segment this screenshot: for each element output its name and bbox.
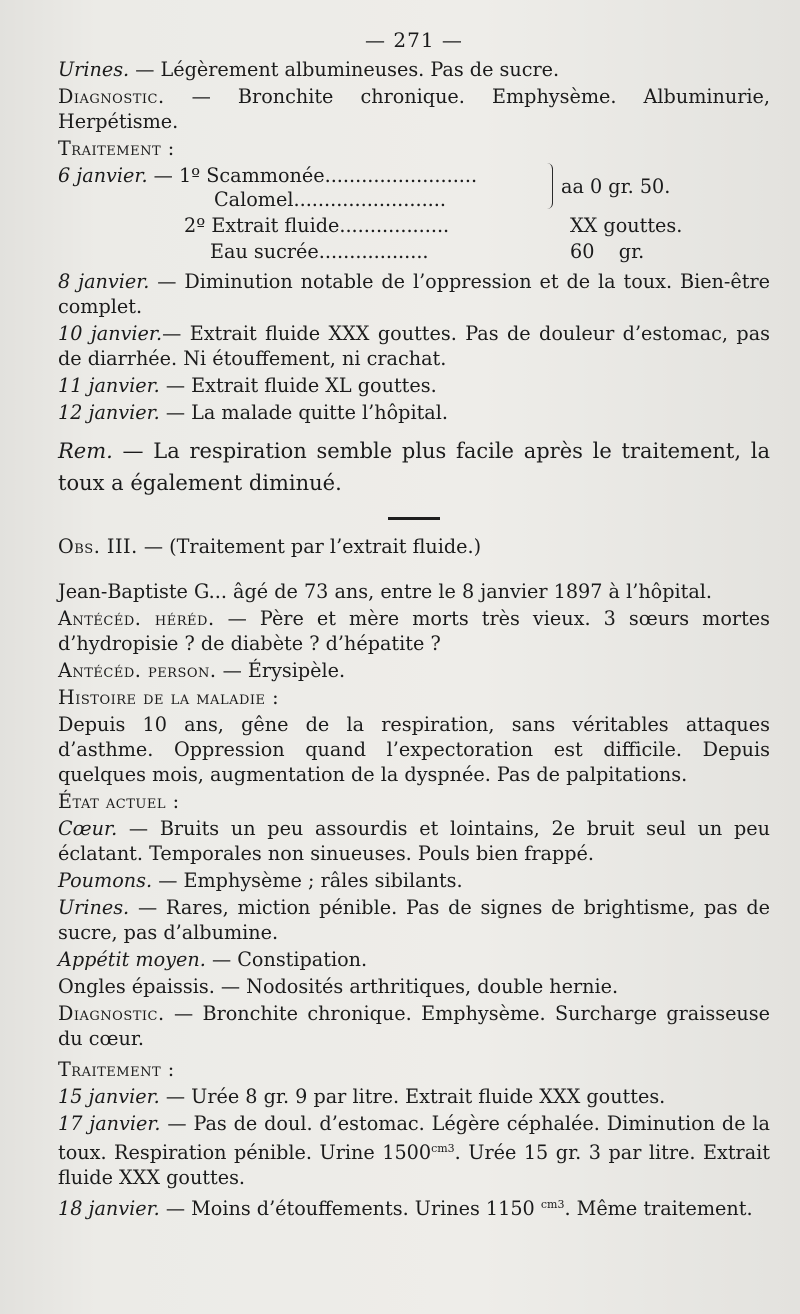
prescription-dose-1: aa 0 gr. 50. (561, 175, 671, 198)
date-12-janvier: 12 janvier. (58, 401, 160, 424)
date-18-janvier: 18 janvier. (58, 1197, 160, 1220)
prescription-item-3: Eau sucrée (210, 240, 319, 263)
prescription-item-1b: Calomel (214, 188, 294, 211)
date-10-janvier: 10 janvier. (58, 322, 163, 345)
text-8-janvier: — Diminution notable de l’oppression et de la toux. Bien-être complet. (58, 270, 770, 318)
text-10-janvier: — Extrait fluide XXX gouttes. Pas de douleur d’estomac, pas de diarrhée. Ni étouffement, ni crachat. (58, 322, 770, 370)
page-number: — 271 — (365, 28, 463, 52)
prescription-date: 6 janvier. (58, 164, 148, 187)
prescription-dose-3: 60 gr. (570, 240, 645, 263)
prescription-dose-2: XX gouttes. (570, 214, 683, 237)
diagnostic-label-2: Diagnostic. (58, 1002, 165, 1025)
text-11-janvier: — Extrait fluide XL gouttes. (159, 374, 437, 397)
diagnostic-text-1: — Bronchite chronique. Emphysème. Albuminurie, Herpétisme. (58, 85, 770, 133)
antecedents-personnels-text: — Érysipèle. (216, 659, 346, 682)
coeur-text: — Bruits un peu assourdis et lointains, 2e bruit seul un peu éclatant. Temporales non sinueuses. Pouls bien frappé. (58, 817, 770, 865)
traitement-heading-1: Traitement : (58, 137, 175, 160)
urines-text-1: — Légèrement albumineuses. Pas de sucre. (129, 58, 560, 81)
histoire-heading: Histoire de la maladie : (58, 686, 280, 709)
text-12-janvier: — La malade quitte l’hôpital. (159, 401, 448, 424)
urines-line-1 (58, 57, 770, 82)
observation-title: — (Traitement par l’extrait fluide.) (137, 535, 482, 558)
antecedents-hereditaires (58, 606, 770, 656)
poumons-line (58, 868, 770, 893)
antecedents-hereditaires-label: Antécéd. héréd. (58, 607, 215, 630)
prescription-dots-1: ......................... (324, 164, 478, 187)
section-divider (388, 517, 440, 520)
prescription-dots-3: .................. (318, 240, 429, 263)
urines-label-2: Urines. (58, 896, 130, 919)
entry-17-janvier (58, 1111, 770, 1190)
traitement-heading-2: Traitement : (58, 1058, 175, 1081)
prescription-dash: — (147, 164, 179, 187)
page-content (58, 28, 770, 1223)
diagnostic-line-2 (58, 1001, 770, 1051)
ongles-line: Ongles épaissis. — Nodosités arthritiques, double hernie. (58, 975, 619, 998)
coeur-line (58, 816, 770, 866)
entry-10-janvier (58, 321, 770, 371)
antecedents-personnels (58, 658, 770, 683)
diagnostic-line-1 (58, 84, 770, 134)
text-15-janvier: — Urée 8 gr. 9 par litre. Extrait fluide XXX gouttes. (159, 1085, 666, 1108)
prescription-row-2 (214, 187, 446, 212)
text-17-janvier-a: — Pas de doul. d’estomac. Légère céphalée. Diminution de la toux. Respiration pénible. Urine 1500 (58, 1112, 770, 1164)
antecedents-personnels-label: Antécéd. person. (58, 659, 217, 682)
diagnostic-label-1: Diagnostic. (58, 85, 165, 108)
date-17-janvier: 17 janvier. (58, 1112, 161, 1135)
prescription-row-4 (210, 239, 429, 264)
urines-line-2 (58, 895, 770, 945)
urines-label-1: Urines. (58, 58, 130, 81)
entry-11-janvier (58, 373, 770, 398)
entry-12-janvier (58, 400, 770, 425)
remark-text: — La respiration semble plus facile après le traitement, la toux a également diminué. (58, 439, 770, 495)
observation-heading (58, 534, 770, 559)
entry-8-janvier (58, 269, 770, 319)
diagnostic-text-2: — Bronchite chronique. Emphysème. Surcharge graisseuse du cœur. (58, 1002, 770, 1050)
date-15-janvier: 15 janvier. (58, 1085, 160, 1108)
appetit-text: — Constipation. (205, 948, 368, 971)
text-18-janvier-a: — Moins d’étouffements. Urines 1150 (159, 1197, 541, 1220)
prescription-dots-2: .................. (339, 214, 450, 237)
histoire-text: Depuis 10 ans, gêne de la respiration, sans véritables attaques d’asthme. Oppression quand l’expectoration est difficile. Depuis quelques mois, augmentation de la dyspnée. Pas de palpitations. (58, 713, 770, 786)
prescription-row-1 (58, 163, 477, 188)
etat-actuel-heading: État actuel : (58, 790, 180, 813)
prescription-item-2: 2º Extrait fluide (184, 214, 340, 237)
unit-cm3-17: cm3 (431, 1142, 455, 1155)
treatment-prescription (58, 163, 770, 267)
prescription-item-1: 1º Scammonée (178, 164, 325, 187)
antecedents-hereditaires-text: — Père et mère morts très vieux. 3 sœurs mortes d’hydropisie ? de diabète ? d’hépatite ? (58, 607, 771, 655)
unit-cm3-18: cm3 (540, 1198, 565, 1211)
appetit-line (58, 947, 770, 972)
remark-paragraph (58, 435, 770, 499)
remark-label: Rem. (58, 439, 113, 463)
prescription-dots-1b: ......................... (293, 188, 446, 211)
date-8-janvier: 8 janvier. (58, 270, 150, 293)
appetit-label: Appétit moyen. (58, 948, 206, 971)
text-18-janvier-b: . Même traitement. (564, 1197, 753, 1220)
entry-18-janvier (58, 1192, 770, 1221)
poumons-text: — Emphysème ; râles sibilants. (152, 869, 463, 892)
text-17-janvier-b: . Urée 15 gr. 3 par litre. Extrait fluide XXX gouttes. (58, 1141, 771, 1189)
coeur-label: Cœur. (58, 817, 118, 840)
patient-intro: Jean-Baptiste G... âgé de 73 ans, entre le 8 janvier 1897 à l’hôpital. (58, 580, 713, 603)
entry-15-janvier (58, 1084, 770, 1109)
observation-label: Obs. III. (58, 535, 138, 558)
prescription-row-3 (184, 213, 449, 238)
urines-text-2: — Rares, miction pénible. Pas de signes de brightisme, pas de sucre, pas d’albumine. (58, 896, 770, 944)
date-11-janvier: 11 janvier. (58, 374, 160, 397)
prescription-brace (544, 163, 553, 209)
poumons-label: Poumons. (58, 869, 153, 892)
